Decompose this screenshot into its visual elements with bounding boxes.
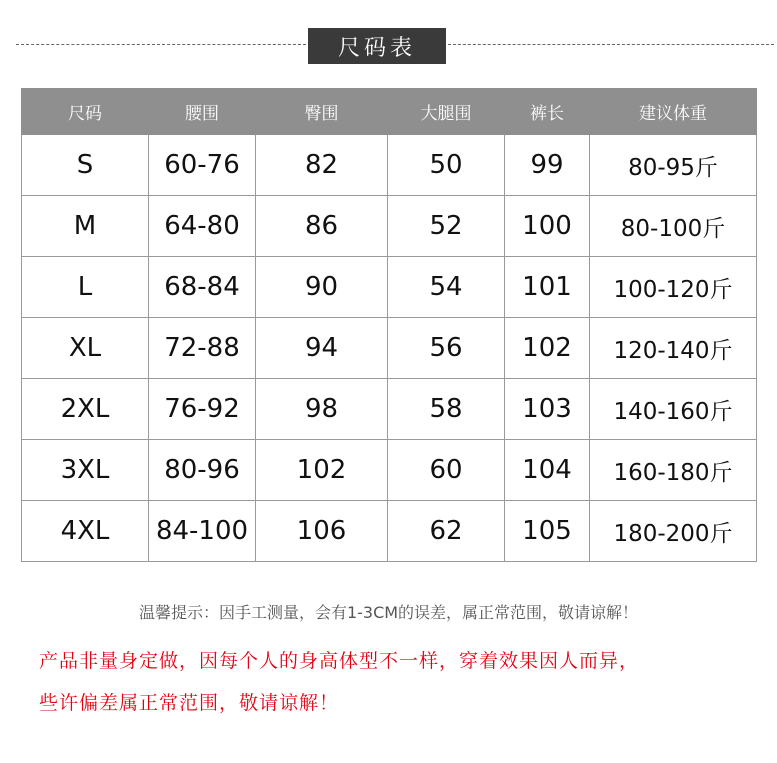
cell-hip: 82 [256, 135, 388, 196]
cell-waist: 68-84 [149, 257, 256, 318]
table-row [22, 257, 757, 318]
cell-weight: 160-180斤 [590, 440, 757, 501]
cell-length: 103 [505, 379, 590, 440]
cell-weight: 80-95斤 [590, 135, 757, 196]
table-row [22, 440, 757, 501]
table-row [22, 379, 757, 440]
cell-size: M [22, 196, 149, 257]
cell-thigh: 52 [388, 196, 505, 257]
cell-size: 3XL [22, 440, 149, 501]
cell-length: 100 [505, 196, 590, 257]
header-size: 尺码 [22, 89, 149, 135]
table-row [22, 501, 757, 562]
cell-weight: 140-160斤 [590, 379, 757, 440]
header-row [22, 89, 757, 135]
cell-size: L [22, 257, 149, 318]
cell-hip: 94 [256, 318, 388, 379]
cell-length: 99 [505, 135, 590, 196]
cell-hip: 86 [256, 196, 388, 257]
cell-length: 101 [505, 257, 590, 318]
cell-size: 2XL [22, 379, 149, 440]
cell-length: 102 [505, 318, 590, 379]
cell-length: 104 [505, 440, 590, 501]
size-chart-table [21, 88, 757, 562]
warning-line-2: 些许偏差属正常范围，敬请谅解！ [39, 692, 340, 714]
cell-thigh: 58 [388, 379, 505, 440]
cell-hip: 106 [256, 501, 388, 562]
header-weight: 建议体重 [590, 89, 757, 135]
cell-waist: 76-92 [149, 379, 256, 440]
cell-waist: 72-88 [149, 318, 256, 379]
table-row [22, 135, 757, 196]
cell-weight: 120-140斤 [590, 318, 757, 379]
title-divider-right [448, 44, 774, 45]
cell-thigh: 60 [388, 440, 505, 501]
header-hip: 臀围 [256, 89, 388, 135]
cell-waist: 60-76 [149, 135, 256, 196]
table-row [22, 196, 757, 257]
table-row [22, 318, 757, 379]
cell-hip: 102 [256, 440, 388, 501]
cell-size: S [22, 135, 149, 196]
cell-thigh: 62 [388, 501, 505, 562]
cell-thigh: 56 [388, 318, 505, 379]
cell-weight: 180-200斤 [590, 501, 757, 562]
page-title: 尺码表 [308, 28, 446, 64]
cell-weight: 80-100斤 [590, 196, 757, 257]
header-waist: 腰围 [149, 89, 256, 135]
cell-waist: 84-100 [149, 501, 256, 562]
header-length: 裤长 [505, 89, 590, 135]
warning-line-1: 产品非量身定做，因每个人的身高体型不一样，穿着效果因人而异， [39, 650, 640, 672]
cell-waist: 64-80 [149, 196, 256, 257]
cell-waist: 80-96 [149, 440, 256, 501]
measurement-note: 温馨提示：因手工测量，会有1-3CM的误差，属正常范围，敬请谅解！ [138, 603, 639, 622]
title-divider-left [16, 44, 306, 45]
cell-weight: 100-120斤 [590, 257, 757, 318]
cell-hip: 90 [256, 257, 388, 318]
cell-thigh: 54 [388, 257, 505, 318]
cell-size: XL [22, 318, 149, 379]
cell-hip: 98 [256, 379, 388, 440]
cell-size: 4XL [22, 501, 149, 562]
cell-length: 105 [505, 501, 590, 562]
cell-thigh: 50 [388, 135, 505, 196]
header-thigh: 大腿围 [388, 89, 505, 135]
